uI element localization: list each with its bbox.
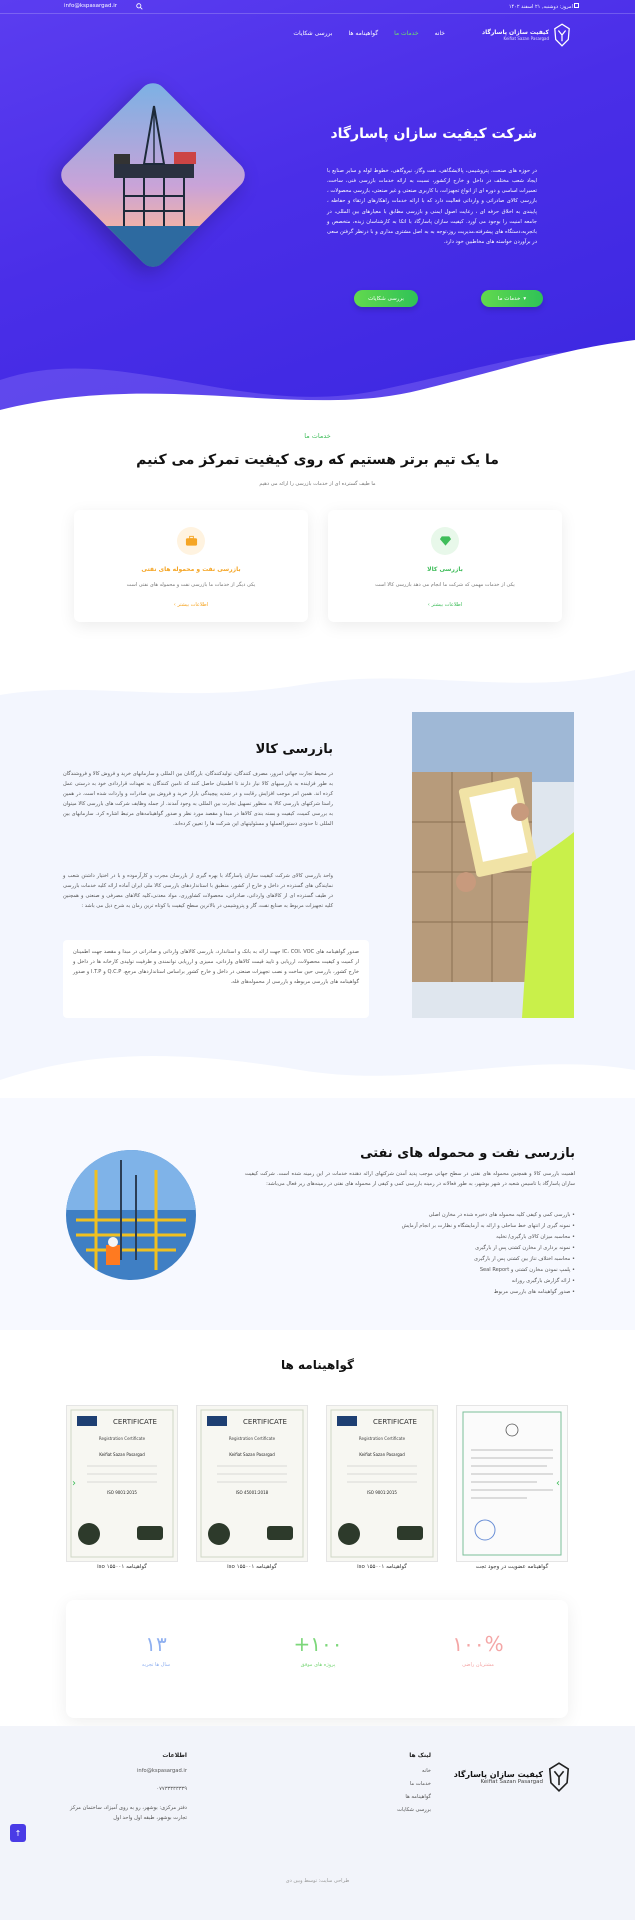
list-item: • بازرسی کمی و کیفی کلیه محموله های ذخیره شده در مخازن اصلی <box>428 1212 575 1218</box>
hero-title: شرکت کیفیت سازان پاسارگاد <box>330 126 537 142</box>
hero-oil-rig-image <box>55 77 250 272</box>
logo-name-en: Keifiat Sazan Pasargad <box>503 36 549 41</box>
certificate-caption: گواهینامه عضویت در وجود تجت <box>475 1564 549 1570</box>
stat-number: ۱۰۰% <box>452 1632 504 1656</box>
certificate-card[interactable] <box>196 1405 308 1562</box>
footer-address: دفتر مرکزی: بوشهر، رو به روی آمیزاد، ساختمان مرکز تجارت بوشهر، طبقه اول واحد اول <box>69 1805 187 1821</box>
footer-logo-name-en: Keifiat Sazan Pasargad <box>480 1778 543 1785</box>
list-item: • محاسبه میزان کالای بارگیری/ تخلیه <box>496 1233 575 1240</box>
goods-paragraph-2: واحد بازرسی کالای شرکت کیفیت سازان پاسارگاد با بهره گیری از بازرسان مجرب و کارآزموده و با در اختیار داشتن شعب و نمایندگی های گسترده در داخل و خارج از کشور، منطبق با استانداردهای بازرسی کالا ملی ایران آماده ارائه کلیه خدمات بازرسی در طیف گسترده ای از کالاهای وارداتی، صادراتی، محصولات کشاورزی، مواد معدنی،کلیه کالاهای مصرفی و صنعتی و همچنین کلیه تجهیزات مربوط به صنایع نفت، گاز و پتروشیمی در بالاترین سطح کیفیت با کوتاه ترین زمان به شرح ذیل می باشد : <box>63 873 333 909</box>
service-card-link[interactable]: اطلاعات بیشتر › <box>427 602 463 608</box>
header-email[interactable]: info@kspasargad.ir <box>64 3 118 9</box>
svg-text:CERTIFICATE: CERTIFICATE <box>373 1418 417 1426</box>
svg-text:Registration Certificate: Registration Certificate <box>98 1436 146 1441</box>
service-card-desc: یکی دیگر از خدمات ما بازرسی نفت و محموله های نفتی است <box>126 582 256 588</box>
goods-title: بازرسی کالا <box>255 742 333 757</box>
goods-inspection-image <box>412 712 574 1018</box>
list-item: • پلمپ نمودن مخازن کشتی و Seal Report <box>479 1266 575 1273</box>
footer-link-home[interactable]: خانه <box>421 1768 431 1774</box>
services-kicker: خدمات ما <box>304 432 331 440</box>
calendar-icon <box>574 3 579 8</box>
chevron-down-icon: ▾ <box>523 295 527 302</box>
oil-refinery-image <box>66 1150 196 1280</box>
complaints-button[interactable]: بررسی شکایات <box>354 290 418 307</box>
certificate-caption: گواهینامه iso ۱۵۵۰۰۱ <box>97 1564 147 1570</box>
search-icon[interactable] <box>136 3 143 12</box>
svg-text:CERTIFICATE: CERTIFICATE <box>243 1418 287 1426</box>
list-item: • صدور گواهینامه های بازرسی مربوط <box>493 1288 575 1295</box>
service-card-goods[interactable] <box>328 510 562 622</box>
certificate-card[interactable] <box>456 1405 568 1562</box>
certificate-caption: گواهینامه iso ۱۵۵۰۰۱ <box>357 1564 407 1570</box>
carousel-next-arrow-icon[interactable]: › <box>556 1478 560 1489</box>
service-card-oil[interactable] <box>74 510 308 622</box>
nav-item-home[interactable]: خانه <box>434 30 445 37</box>
nav-item-services[interactable]: خدمات ما <box>394 30 419 37</box>
list-item: • نمونه گیری از انتهای خط ساحلی و ارائه به آزمایشگاه و نظارت بر انجام آزمایش <box>401 1222 575 1229</box>
stat-number: ۱۰۰+ <box>293 1632 343 1656</box>
wave-divider-bottom <box>0 1040 635 1100</box>
hero-wave-divider <box>0 320 635 420</box>
footer-logo[interactable] <box>454 1762 571 1792</box>
certificates-title: گواهینامه ها <box>281 1358 354 1372</box>
footer-logo-name-fa: کیفیت سازان پاسارگاد <box>453 1769 543 1779</box>
svg-text:Keifiat Sazan Pasargad: Keifiat Sazan Pasargad <box>229 1452 275 1457</box>
date-text: امروز: دوشنبه, ۲۱ اسفند ۱۴۰۲ <box>508 4 573 10</box>
svg-text:ISO 45001:2018: ISO 45001:2018 <box>235 1490 269 1495</box>
oil-title: بازرسی نفت و محموله های نفتی <box>360 1146 575 1161</box>
footer-email[interactable]: info@kspasargad.ir <box>136 1768 187 1774</box>
stat-satisfied-customers <box>418 1632 538 1668</box>
svg-text:Registration Certificate: Registration Certificate <box>228 1436 276 1441</box>
list-item: • ارائه گزارش بارگیری روزانه <box>511 1277 575 1284</box>
service-card-title: بازرسی نفت و محموله های نفتی <box>141 566 241 573</box>
svg-text:Keifiat Sazan Pasargad: Keifiat Sazan Pasargad <box>99 1452 145 1457</box>
certificate-caption: گواهینامه iso ۱۵۵۰۰۱ <box>227 1564 277 1570</box>
stat-label: سال ها تجربه <box>141 1662 171 1668</box>
service-card-desc: یکی از خدمات مهمی که شرکت ما انجام می دهد بازرسی کالا است <box>375 582 515 588</box>
stats-panel <box>66 1600 568 1718</box>
logo-mark-icon <box>547 1762 571 1792</box>
oil-services-list <box>245 1210 575 1298</box>
wave-divider-top <box>0 660 635 700</box>
hero-description: در حوزه های صنعت، پتروشیمی، پالایشگاهی، نفت وگاز، نیروگاهی، خطوط لوله و سایر صنایع با ایجاد شعب مختلف در داخل و خارج ازکشور، نسبت به ارائه خدمات بازرسی فنی، ساخت، تعمیرات اساسی و دوره ای از انواع تجهیزات، با کاربری صنعتی و غیر صنعتی، بازرسی محصولات ، بازرسی کالای صادراتی و وارداتی فعالیت دارد که با ارائه خدمات راهکارهای ارتقاء و حفاظه ، پایبندی به اخلاق حرفه ای ، رعایت اصول ایمنی و بازرسی مطابق با معیارهای بین المللی، در جامعه امنیت را بوجود می آورد. کیفیت سازان پاسارگاد با اتکا به کارشناسان زبده، متخصص و باتجربه،دستگاه های پیشرفته،مدیریت روز،توجه به به اصل مشتری مداری و با درنظر گرفتن سعی در برآوردن خواسته های مخاطبین خود دارد. <box>327 168 537 245</box>
svg-text:CERTIFICATE: CERTIFICATE <box>113 1418 157 1426</box>
briefcase-icon <box>177 527 205 555</box>
logo-name-fa: کیفیت سازان پاسارگاد <box>482 29 549 36</box>
footer-info-title: اطلاعات <box>162 1752 187 1759</box>
service-card-title: بازرسی کالا <box>427 566 463 573</box>
services-subtitle: ما طیف گسترده ای از خدمات بازرسی را ارائه می دهیم <box>259 481 376 487</box>
svg-text:ISO 9001:2015: ISO 9001:2015 <box>367 1490 397 1495</box>
stat-years-experience <box>96 1632 216 1668</box>
hero-section <box>0 0 635 420</box>
oil-intro: اهمیت بازرسی کالا و همچنین محموله های نفتی در سطح جهانی موجب پدید آمدن شرکتهای ارائه دهنده خدمات در این زمینه شده است. شرکت کیفیت سازان پاسارگاد با تاسیس شعبه در شهر بوشهر، به طور فعالانه در زمینه بازرسی کمی و کیفی از محموله های نفتی در زمینه‌های زیر فعال می‌باشد: <box>245 1171 575 1187</box>
svg-text:Registration Certificate: Registration Certificate <box>358 1436 406 1441</box>
list-item: • محاسبه اختلاف تناژ بین کشتی پس از بارگیری <box>473 1255 575 1262</box>
footer-links-title: لینک ها <box>409 1752 431 1759</box>
services-title: ما یک تیم برتر هستیم که روی کیفیت تمرکز می کنیم <box>136 452 499 468</box>
service-card-link[interactable]: اطلاعات بیشتر › <box>173 602 209 608</box>
top-bar <box>0 0 635 14</box>
arrow-up-icon: ↑ <box>14 1828 22 1838</box>
logo-mark-icon <box>553 23 571 47</box>
svg-text:Keifiat Sazan Pasargad: Keifiat Sazan Pasargad <box>359 1452 405 1457</box>
footer-phone[interactable]: ۰۷۷۳۳۳۳۳۳۳۹ <box>156 1786 187 1792</box>
goods-services-box: صدور گواهینامه های IC، COI، VOC جهت ارائه به بانک و استاندارد، بازرسی کالاهای وارداتی و صادراتی در مبدا و مقصد جهت اطمینان از کمیت و کیفیت محصولات، ارزیابی و تایید قیمت کالاهای وارداتی، ممیزی و ارزیابی توانمندی و ظرفیت تولیدی کارخانه ها در داخل و خارج کشور، بازرسی حین ساخت و نصب تجهیزات صنعتی در داخل و خارج کشور براساس استانداردهای مرجع، Q.C.P و I.T.P و صدور گواهینامه های بازرسی مربوطه و بازرسی از محموله‌های فله. <box>63 940 369 1018</box>
site-logo[interactable] <box>471 19 571 51</box>
certificate-card[interactable] <box>66 1405 178 1562</box>
diamond-icon <box>431 527 459 555</box>
stat-label: مشتریان راضی <box>462 1662 494 1668</box>
list-item: • نمونه برداری از مخازن کشتی پس از بارگیری <box>475 1244 575 1251</box>
scroll-to-top-button[interactable] <box>10 1824 26 1842</box>
services-button[interactable]: ▾ خدمات ما <box>481 290 543 307</box>
svg-text:ISO 9001:2015: ISO 9001:2015 <box>107 1490 137 1495</box>
nav-item-complaints[interactable]: بررسی شکایات <box>293 30 333 37</box>
main-nav <box>293 30 445 37</box>
copyright-text: طراحی سایت: توسط وبین دی <box>285 1878 350 1884</box>
footer-link-complaints[interactable]: بررسی شکایات <box>397 1807 431 1813</box>
stat-label: پروژه های موفق <box>300 1662 336 1668</box>
nav-item-certificates[interactable]: گواهینامه ها <box>348 30 379 37</box>
stat-number: ۱۳ <box>145 1632 167 1656</box>
carousel-prev-arrow-icon[interactable]: ‹ <box>72 1478 76 1489</box>
certificate-card[interactable] <box>326 1405 438 1562</box>
footer-link-services[interactable]: خدمات ما <box>409 1781 431 1787</box>
goods-paragraph-1: در محیط تجارت جهانی امروز، مصرف کنندگان، تولیدکنندگان، بازرگانان بین المللی و سازمانهای خرید و فروش کالا و فروشندگان به طور فزاینده به بازرسیهای کالا نیاز دارند تا اطمینان حاصل کنند که تامین کنندگان به تعهدات قراردادی خود به درستی عمل کرده اند. همین امر موجب افزایش رقابت و در شدیه پیچیدگی بازار خرید و فروش بین صادرات و واردات شده است. در همین راستا شرکتهای بازرسی کالا به منظور تسهیل تجارت بین المللی به وجود آمدند. از جمله وظایف شرکت های بازرسی کالا میتوان به بررسی کمیت، کیفیت و بسته بندی کالاها در مبدا و مقصد مورد نظر و صدور گواهینامه‌های مرتبط اشاره کرد. سازمانهای بین المللی تا حدودی دستورالعملها و مسئولیتهای این شرکت ها را تعیین کرده‌اند. <box>63 771 333 827</box>
footer-link-certificates[interactable]: گواهینامه ها <box>405 1794 431 1800</box>
stat-successful-projects <box>258 1632 378 1668</box>
